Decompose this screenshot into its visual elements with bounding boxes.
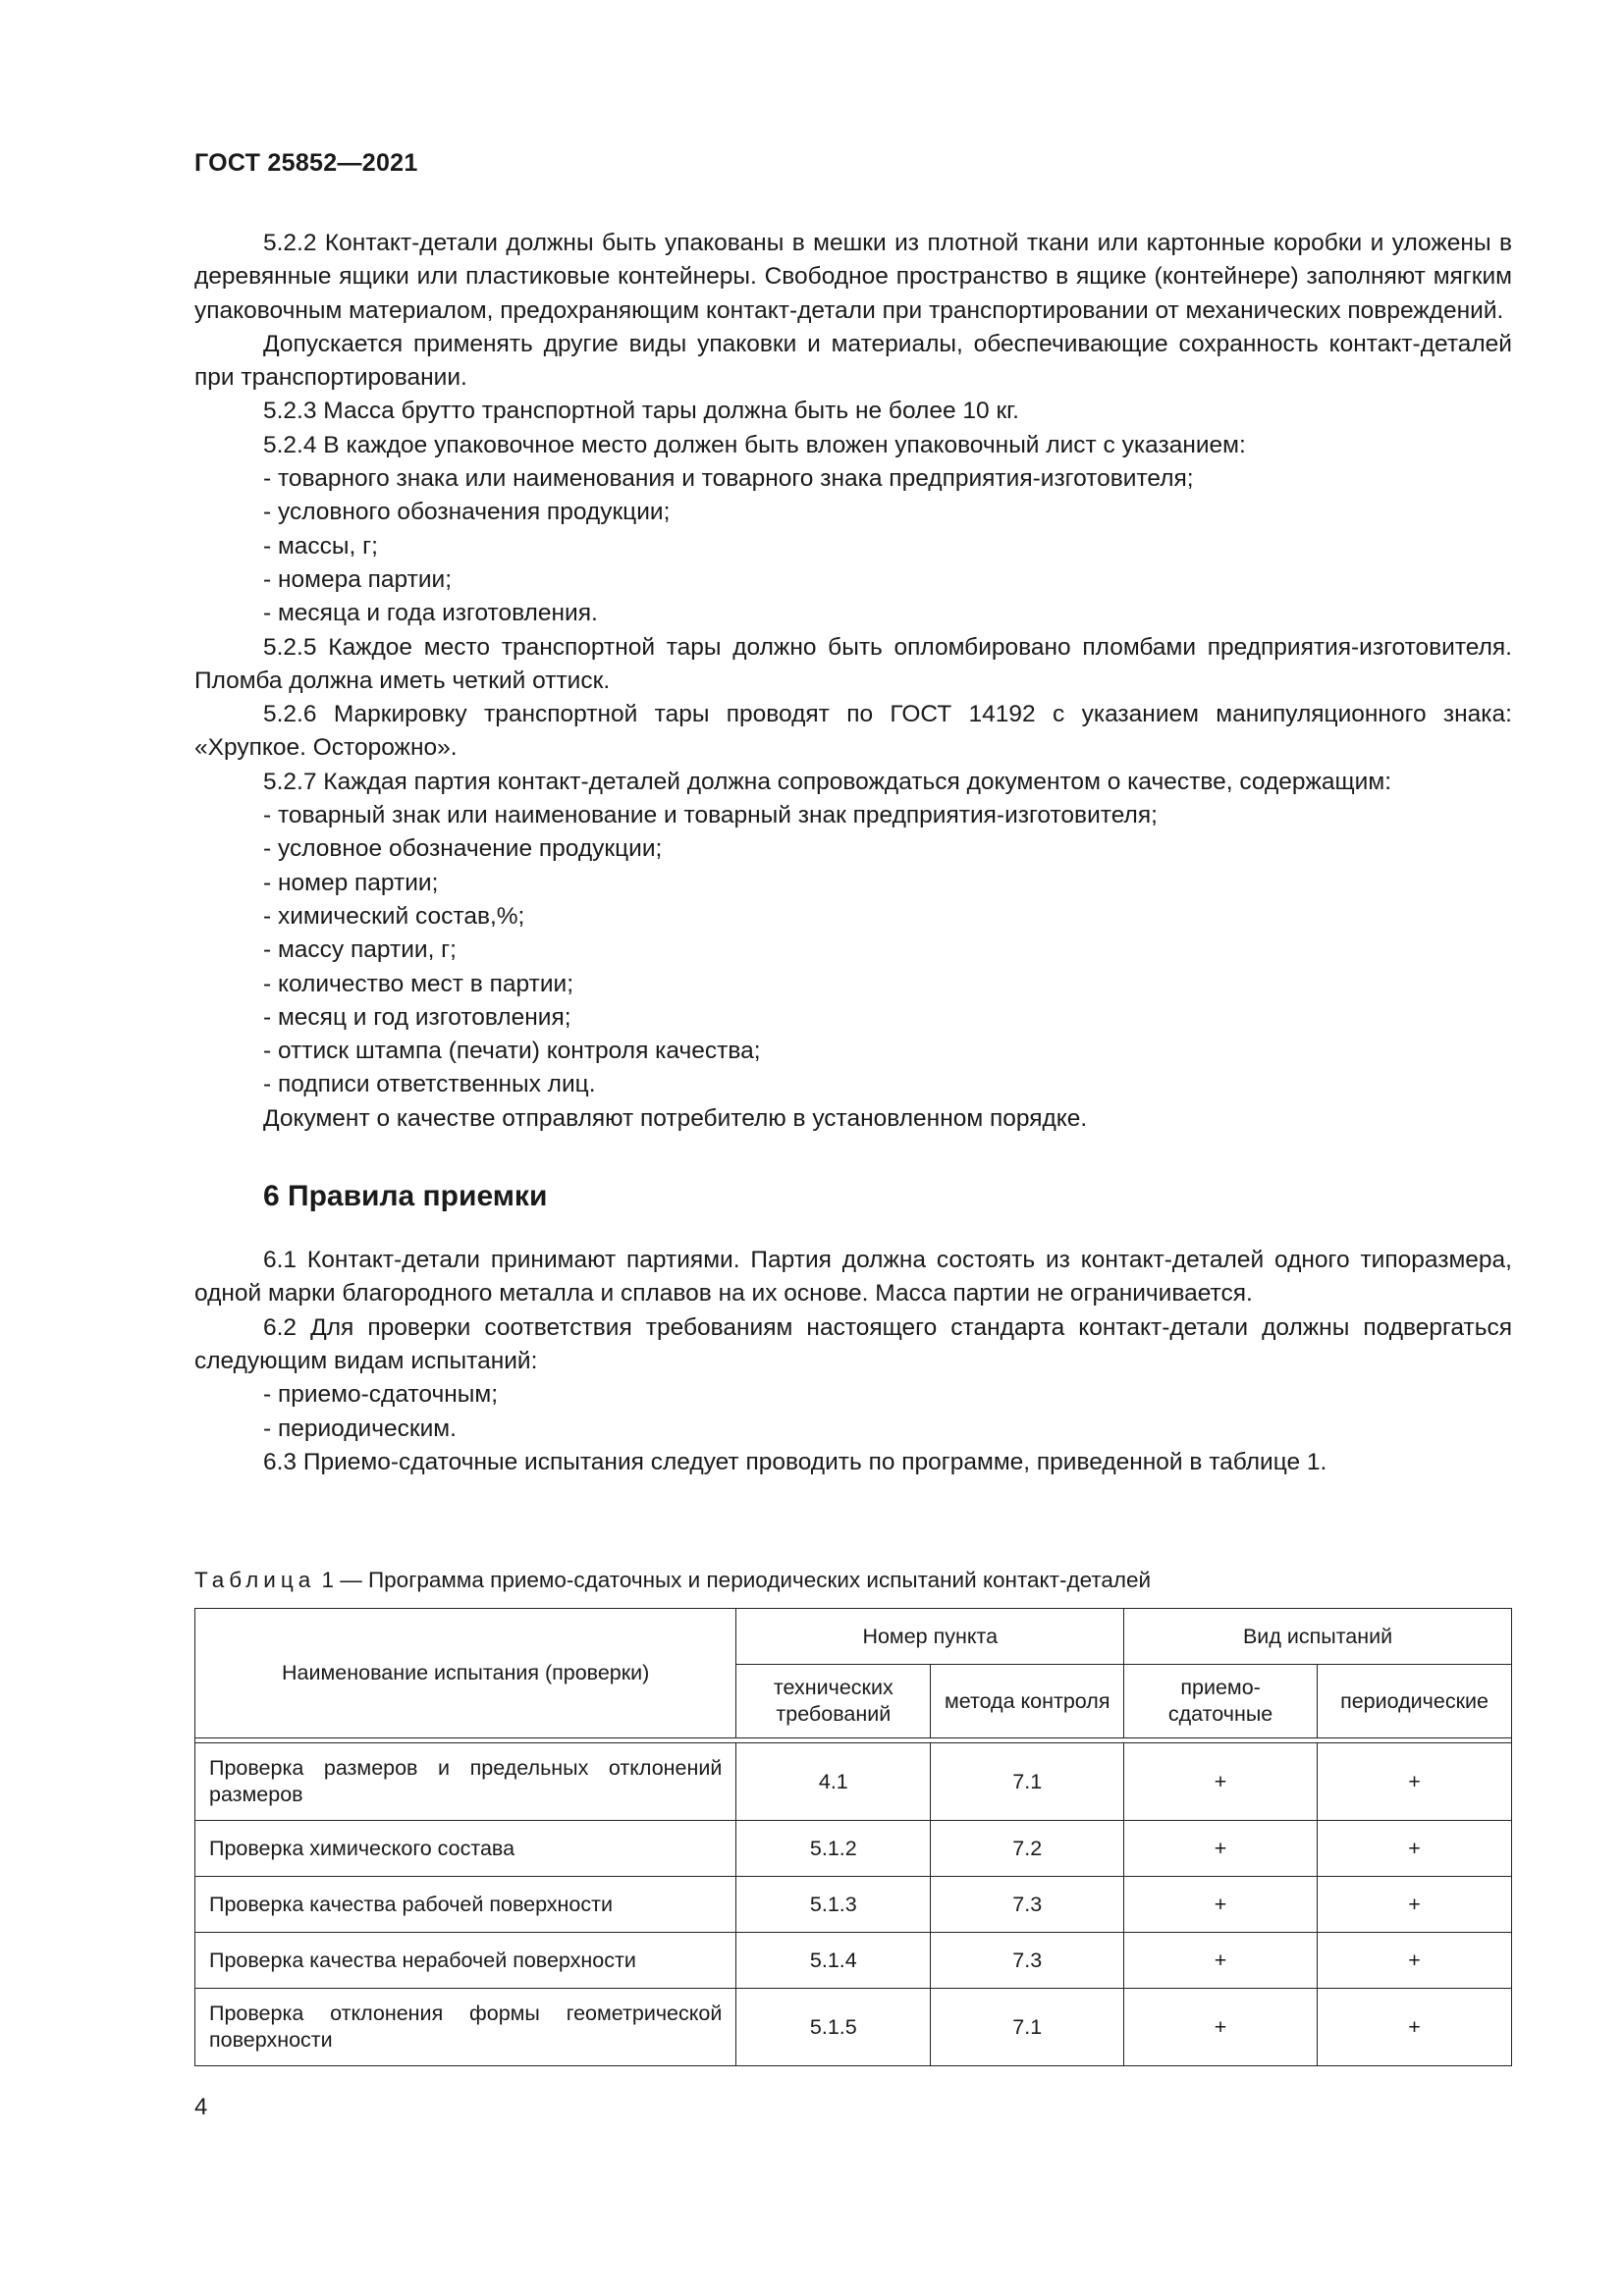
paragraph: 6.3 Приемо-сдаточные испытания следует проводить по программе, приведенной в таблице 1.	[263, 1448, 1327, 1475]
page-number: 4	[194, 2094, 208, 2120]
list-item: - номера партии;	[263, 565, 453, 593]
cell-name: Проверка химического состава	[195, 1821, 736, 1877]
cell-periodic: +	[1318, 1877, 1512, 1933]
document-header: ГОСТ 25852—2021	[194, 149, 418, 177]
list-item: - условное обозначение продукции;	[263, 835, 663, 863]
list-item: - оттиск штампа (печати) контроля качества;	[263, 1038, 761, 1065]
table-caption-text: 1 — Программа приемо-сдаточных и периодических испытаний контакт-деталей	[315, 1568, 1152, 1592]
list-item: - массы, г;	[263, 532, 378, 560]
table-row	[195, 1821, 1512, 1877]
header-clause-number: Номер пункта	[736, 1609, 1124, 1665]
list-item: - подписи ответственных лиц.	[263, 1071, 596, 1098]
cell-tech: 4.1	[736, 1743, 931, 1821]
cell-method: 7.3	[931, 1933, 1124, 1989]
list-item: - химический состав,%;	[263, 902, 525, 930]
header-acceptance: приемо-сдаточные	[1124, 1665, 1318, 1738]
cell-acceptance: +	[1124, 1989, 1318, 2066]
table-row	[195, 1989, 1512, 2066]
cell-method: 7.2	[931, 1821, 1124, 1877]
header-control-method: метода контроля	[931, 1665, 1124, 1738]
paragraph: 6.1 Контакт-детали принимают партиями. Партия должна состоять из контакт-деталей одного типоразмера, одной марки благородного металла и сплавов на их основе. Масса партии не ограничивается.	[194, 1247, 1512, 1308]
cell-tech: 5.1.5	[736, 1989, 931, 2066]
header-test-name: Наименование испытания (проверки)	[195, 1609, 736, 1738]
cell-method: 7.3	[931, 1877, 1124, 1933]
list-item: - товарного знака или наименования и товарного знака предприятия-изготовителя;	[263, 465, 1194, 493]
cell-periodic: +	[1318, 1933, 1512, 1989]
cell-acceptance: +	[1124, 1743, 1318, 1821]
table-caption	[194, 1568, 1151, 1593]
paragraph: 5.2.7 Каждая партия контакт-деталей должна сопровождаться документом о качестве, содержащим:	[263, 768, 1391, 795]
section-heading: 6 Правила приемки	[263, 1180, 548, 1213]
cell-acceptance: +	[1124, 1877, 1318, 1933]
paragraph: Документ о качестве отправляют потребителю в установленном порядке.	[263, 1104, 1088, 1132]
header-test-type: Вид испытаний	[1124, 1609, 1512, 1665]
cell-acceptance: +	[1124, 1821, 1318, 1877]
cell-method: 7.1	[931, 1989, 1124, 2066]
table-row	[195, 1877, 1512, 1933]
header-tech-requirements: технических требований	[736, 1665, 931, 1738]
table-caption-label: Таблица	[194, 1568, 316, 1592]
list-item: - месяц и год изготовления;	[263, 1003, 571, 1031]
cell-acceptance: +	[1124, 1933, 1318, 1989]
cell-name: Проверка качества нерабочей поверхности	[195, 1933, 736, 1989]
list-item: - условного обозначения продукции;	[263, 499, 671, 526]
list-item: - периодическим.	[263, 1415, 457, 1442]
test-program-table	[194, 1608, 1512, 2066]
cell-periodic: +	[1318, 1821, 1512, 1877]
cell-tech: 5.1.2	[736, 1821, 931, 1877]
document-body	[194, 227, 1512, 1479]
cell-name: Проверка качества рабочей поверхности	[195, 1877, 736, 1933]
table-row	[195, 1933, 1512, 1989]
cell-name: Проверка отклонения формы геометрической поверхности	[195, 1989, 736, 2066]
cell-name: Проверка размеров и предельных отклонений размеров	[195, 1743, 736, 1821]
paragraph: 6.2 Для проверки соответствия требованиям настоящего стандарта контакт-детали должны подвергаться следующим видам испытаний:	[194, 1313, 1512, 1374]
paragraph: 5.2.5 Каждое место транспортной тары должно быть опломбировано пломбами предприятия-изготовителя. Пломба должна иметь четкий оттиск.	[194, 633, 1512, 694]
cell-method: 7.1	[931, 1743, 1124, 1821]
paragraph: 5.2.4 В каждое упаковочное место должен быть вложен упаковочный лист с указанием:	[263, 431, 1246, 458]
paragraph: 5.2.3 Масса брутто транспортной тары должна быть не более 10 кг.	[263, 398, 1019, 425]
list-item: - массу партии, г;	[263, 936, 457, 964]
cell-tech: 5.1.3	[736, 1877, 931, 1933]
list-item: - количество мест в партии;	[263, 970, 574, 997]
cell-periodic: +	[1318, 1743, 1512, 1821]
table-body	[195, 1743, 1512, 2066]
list-item: - месяца и года изготовления.	[263, 600, 598, 627]
header-periodic: периодические	[1318, 1665, 1512, 1738]
table-row	[195, 1743, 1512, 1821]
paragraph: Допускается применять другие виды упаковки и материалы, обеспечивающие сохранность контакт-деталей при транспортировании.	[194, 330, 1512, 392]
paragraph: 5.2.2 Контакт-детали должны быть упакованы в мешки из плотной ткани или картонные коробки и уложены в деревянные ящики или пластиковые контейнеры. Свободное пространство в ящике (контейнере) заполняют мягким упаковочным материалом, предохраняющим контакт-детали при транспортировании от механических повреждений.	[194, 230, 1512, 324]
list-item: - товарный знак или наименование и товарный знак предприятия-изготовителя;	[263, 802, 1158, 829]
list-item: - номер партии;	[263, 869, 439, 896]
paragraph: 5.2.6 Маркировку транспортной тары проводят по ГОСТ 14192 с указанием манипуляционного знака: «Хрупкое. Осторожно».	[194, 701, 1512, 762]
cell-periodic: +	[1318, 1989, 1512, 2066]
cell-tech: 5.1.4	[736, 1933, 931, 1989]
list-item: - приемо-сдаточным;	[263, 1381, 499, 1409]
